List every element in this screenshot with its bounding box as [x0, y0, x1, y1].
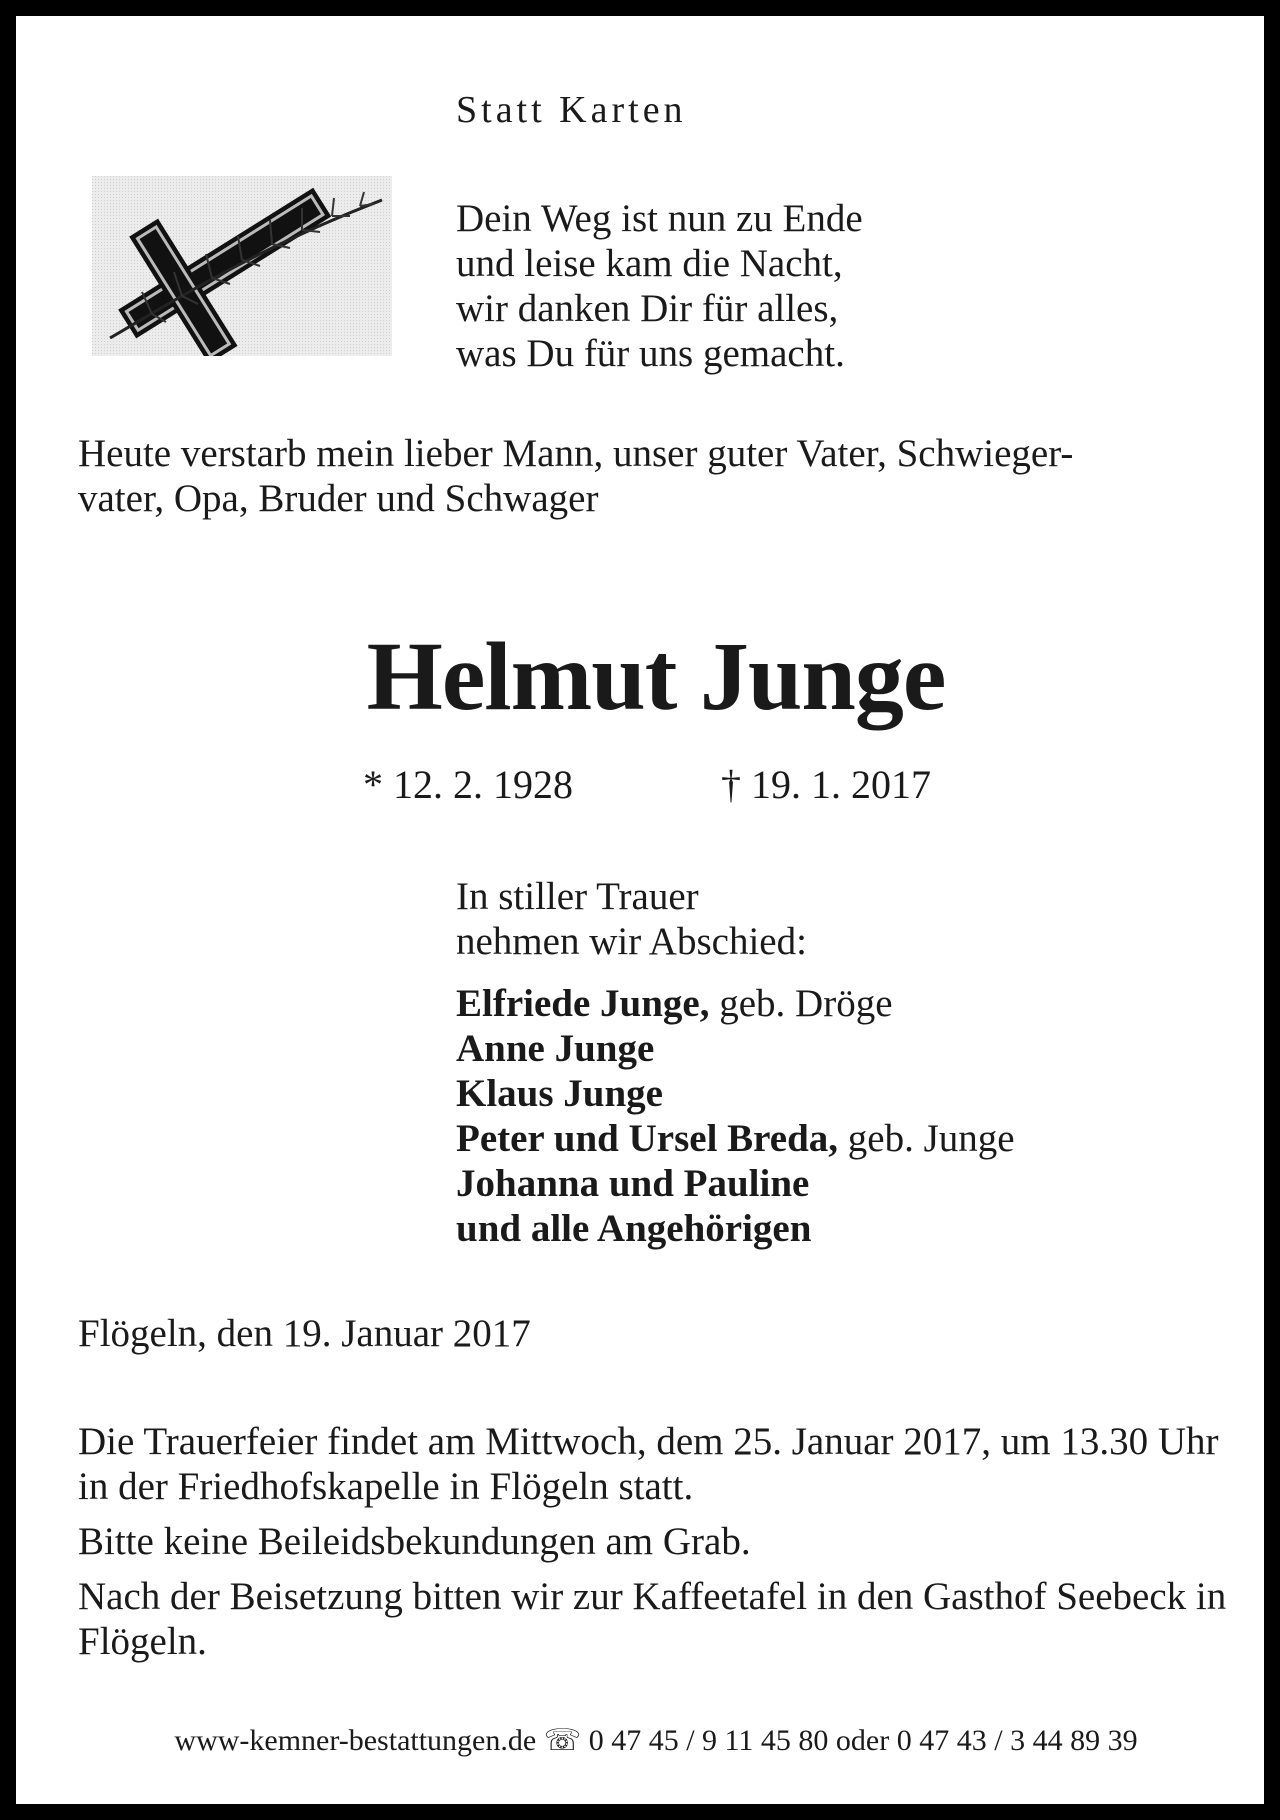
intro-line: vater, Opa, Bruder und Schwager — [78, 477, 599, 520]
funeral-home-footer — [16, 1723, 1280, 1758]
intro-line: Heute verstarb mein lieber Mann, unser guter Vater, Schwieger- — [78, 432, 1074, 475]
family-member-name: Johanna und Pauline — [456, 1162, 810, 1205]
death-date: † 19. 1. 2017 — [721, 762, 931, 807]
family-member — [456, 981, 1015, 1026]
place-and-date: Flögeln, den 19. Januar 2017 — [78, 1312, 531, 1355]
family-member-name: Peter und Ursel Breda, — [456, 1117, 839, 1160]
family-member-note: geb. Junge — [838, 1117, 1015, 1160]
family-member-note: geb. Dröge — [709, 982, 893, 1025]
funeral-home-website: www-kemner-bestattungen.de — [174, 1724, 537, 1757]
phone-numbers: 0 47 45 / 9 11 45 80 oder 0 47 43 / 3 44 89 39 — [581, 1724, 1138, 1757]
family-member-name: Anne Junge — [456, 1027, 655, 1070]
family-member — [456, 1161, 1015, 1206]
family-member — [456, 1071, 1015, 1116]
cross-and-palm-branch-icon — [92, 176, 392, 356]
deceased-name: Helmut Junge — [366, 623, 946, 731]
poem-line: Dein Weg ist nun zu Ende — [456, 197, 863, 240]
mourning-line: nehmen wir Abschied: — [456, 920, 807, 963]
family-member — [456, 1026, 1015, 1071]
info-paragraph: Bitte keine Beileidsbekundungen am Grab. — [78, 1520, 751, 1563]
service-information — [78, 1419, 1238, 1674]
notice-header: Statt Karten — [456, 89, 687, 131]
info-paragraph: Nach der Beisetzung bitten wir zur Kaffeetafel in den Gasthof Seebeck in Flögeln. — [78, 1575, 1227, 1663]
telephone-icon: ☏ — [543, 1724, 582, 1757]
birth-date: * 12. 2. 1928 — [363, 762, 573, 807]
poem-line: was Du für uns gemacht. — [456, 332, 845, 375]
family-list — [456, 981, 1015, 1251]
family-member-name: und alle Angehörigen — [456, 1207, 812, 1250]
family-member-name: Elfriede Junge, — [456, 982, 710, 1025]
poem-line: wir danken Dir für alles, — [456, 287, 839, 330]
poem — [456, 196, 863, 376]
poem-line: und leise kam die Nacht, — [456, 242, 843, 285]
info-paragraph: Die Trauerfeier findet am Mittwoch, dem 25. Januar 2017, um 13.30 Uhr in der Friedhofskapelle in Flögeln statt. — [78, 1420, 1219, 1508]
family-member — [456, 1116, 1015, 1161]
family-member — [456, 1206, 1015, 1251]
family-member-name: Klaus Junge — [456, 1072, 663, 1115]
mourning-text — [456, 874, 807, 964]
mourning-line: In stiller Trauer — [456, 875, 699, 918]
intro-text — [78, 431, 1238, 521]
